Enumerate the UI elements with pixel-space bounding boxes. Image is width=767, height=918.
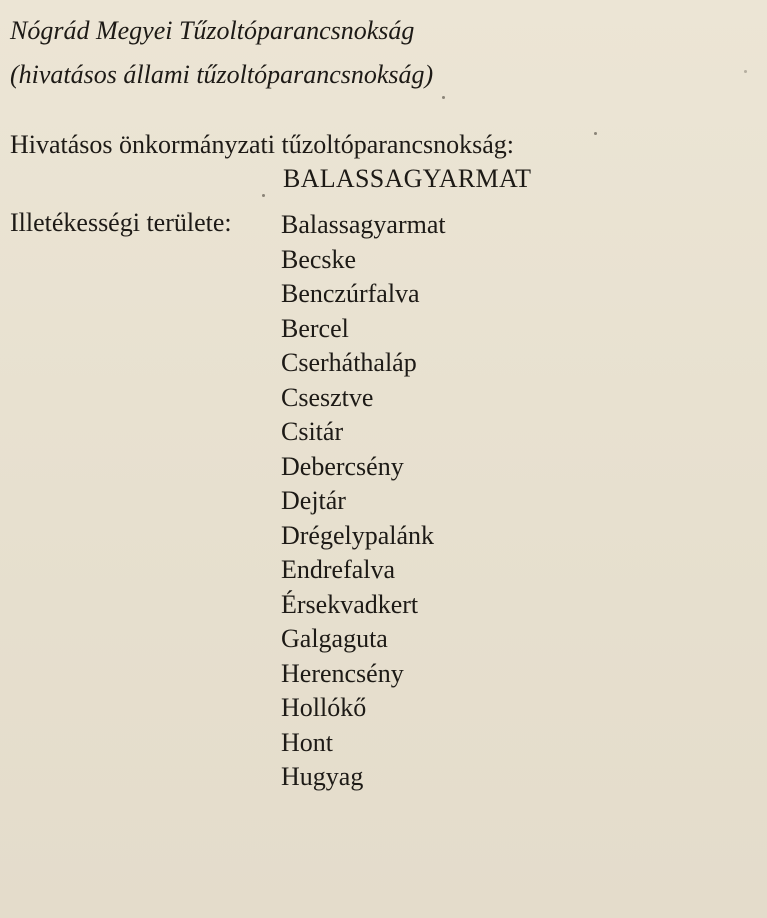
list-item: Balassagyarmat [281, 210, 446, 239]
jurisdiction-place-list [281, 208, 446, 795]
print-speck [744, 70, 747, 73]
list-item: Becske [281, 244, 357, 274]
list-item: Bercel [281, 313, 349, 343]
list-item: Hollókő [281, 693, 367, 722]
list-item: Benczúrfalva [281, 279, 420, 308]
print-speck [442, 96, 445, 99]
list-item: Galgaguta [281, 624, 388, 653]
command-city: BALASSAGYARMAT [283, 164, 532, 193]
list-item: Cserháthaláp [281, 348, 417, 377]
print-speck [594, 132, 597, 135]
list-item: Herencsény [281, 658, 404, 688]
list-item: Hont [281, 727, 333, 757]
list-item: Csesztve [281, 382, 374, 412]
print-speck [262, 194, 265, 197]
list-item: Endrefalva [281, 555, 396, 584]
list-item: Debercsény [281, 451, 404, 481]
list-item: Érsekvadkert [281, 589, 419, 619]
header-title: Nógrád Megyei Tűzoltóparancsnokság [10, 16, 415, 45]
header-subtitle: (hivatásos állami tűzoltóparancsnokság) [10, 60, 434, 89]
list-item: Hugyag [281, 762, 364, 791]
list-item: Drégelypalánk [281, 520, 435, 550]
list-item: Csitár [281, 417, 344, 446]
list-item: Dejtár [281, 486, 346, 515]
command-label: Hivatásos önkormányzati tűzoltóparancsnokság: [10, 130, 514, 159]
jurisdiction-label: Illetékességi területe: [10, 208, 232, 237]
